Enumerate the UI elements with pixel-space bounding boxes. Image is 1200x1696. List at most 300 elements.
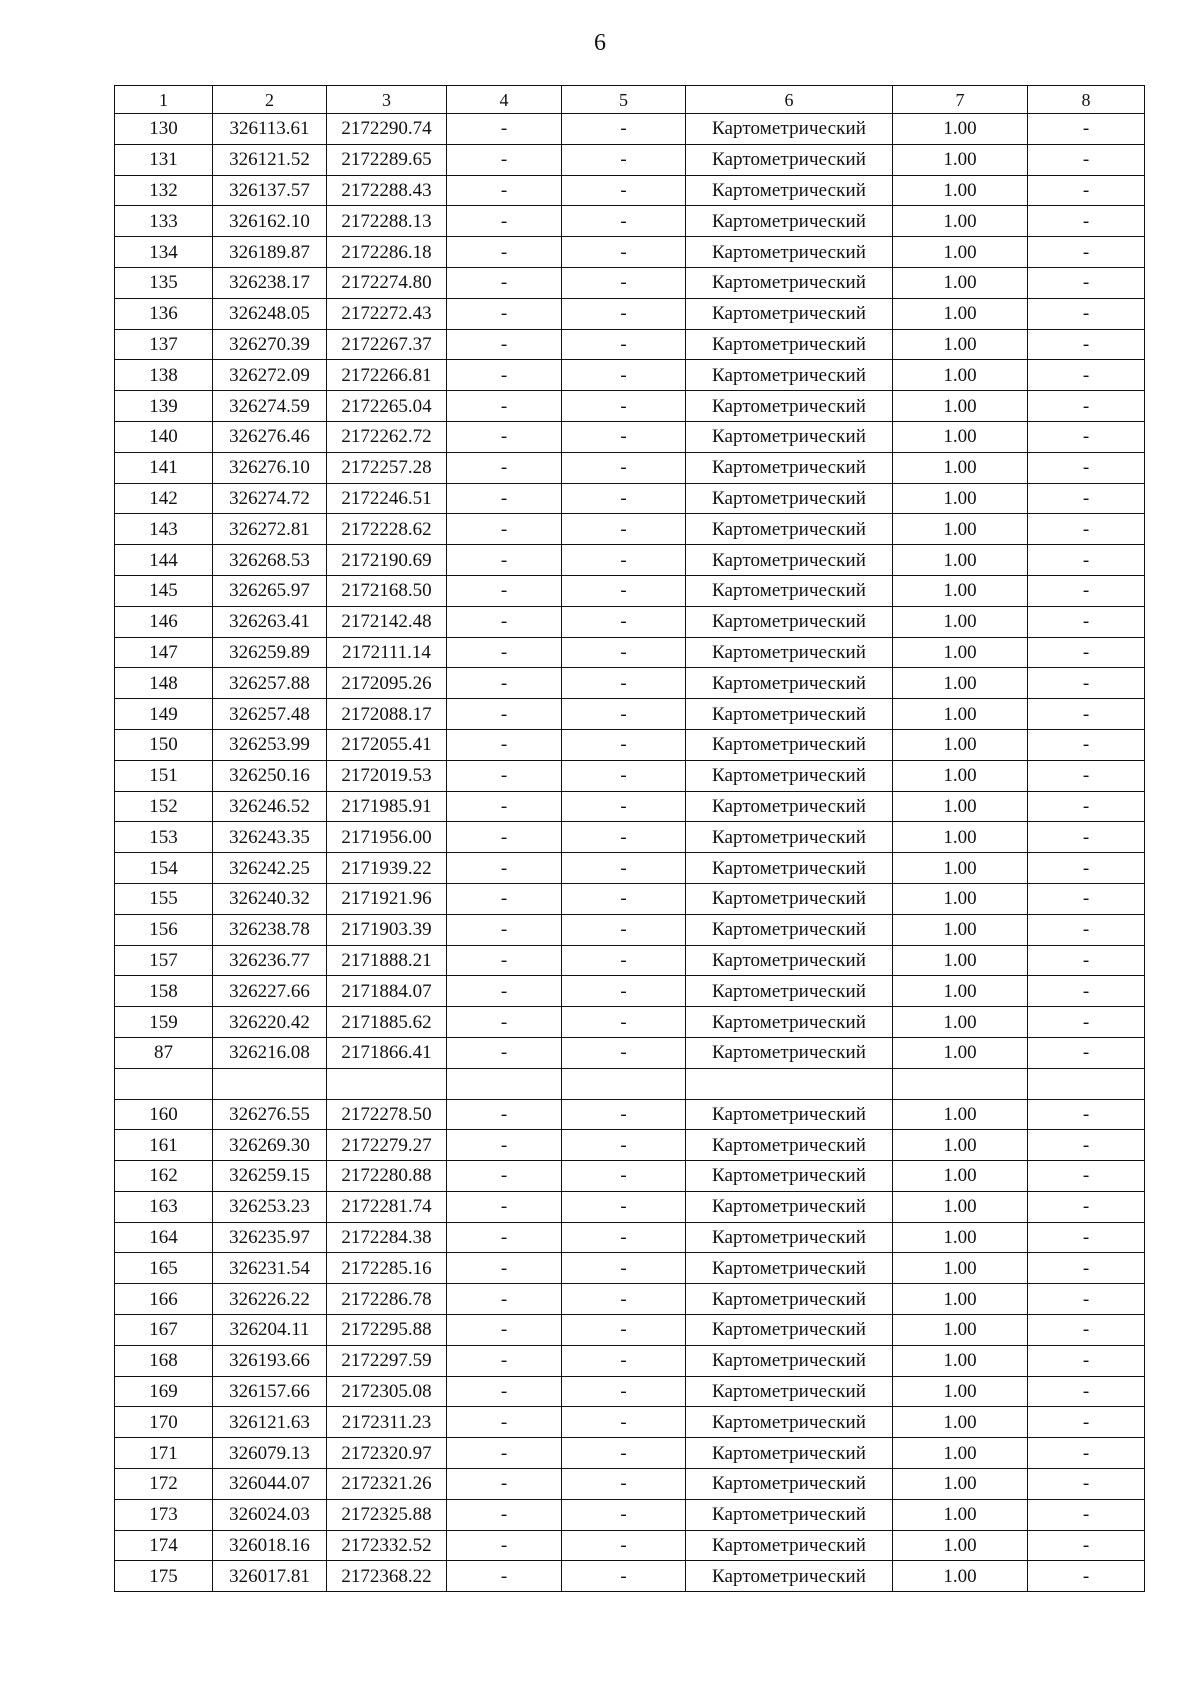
table-row (115, 1161, 1145, 1192)
point-number-cell: 141 (115, 452, 213, 483)
header-col-7: 7 (893, 86, 1028, 114)
col-8-cell: - (1028, 1469, 1145, 1500)
y-coordinate-cell: 2172246.51 (327, 483, 447, 514)
point-number-cell: 134 (115, 237, 213, 268)
table-row (115, 575, 1145, 606)
point-number-cell: 147 (115, 637, 213, 668)
method-cell: Картометрический (686, 883, 893, 914)
table-row (115, 883, 1145, 914)
y-coordinate-cell: 2171888.21 (327, 945, 447, 976)
col-4-cell: - (447, 391, 562, 422)
x-coordinate-cell: 326079.13 (213, 1438, 327, 1469)
col-4-cell: - (447, 606, 562, 637)
accuracy-cell: 1.00 (893, 360, 1028, 391)
col-4-cell: - (447, 175, 562, 206)
table-row (115, 1499, 1145, 1530)
point-number-cell: 173 (115, 1499, 213, 1530)
table-row (115, 945, 1145, 976)
point-number-cell: 154 (115, 853, 213, 884)
accuracy-cell: 1.00 (893, 575, 1028, 606)
col-4-cell: - (447, 1191, 562, 1222)
accuracy-cell: 1.00 (893, 144, 1028, 175)
table-row (115, 514, 1145, 545)
table-row (115, 360, 1145, 391)
accuracy-cell: 1.00 (893, 545, 1028, 576)
x-coordinate-cell: 326220.42 (213, 1007, 327, 1038)
y-coordinate-cell: 2172228.62 (327, 514, 447, 545)
col-8-cell: - (1028, 1253, 1145, 1284)
table-row (115, 1007, 1145, 1038)
method-cell: Картометрический (686, 144, 893, 175)
col-5-cell: - (562, 1284, 686, 1315)
table-row (115, 822, 1145, 853)
col-4-cell: - (447, 1161, 562, 1192)
col-5-cell: - (562, 729, 686, 760)
col-4-cell: - (447, 421, 562, 452)
col-8-cell: - (1028, 637, 1145, 668)
col-8-cell: - (1028, 1007, 1145, 1038)
point-number-cell: 143 (115, 514, 213, 545)
col-8-cell: - (1028, 545, 1145, 576)
col-8-cell: - (1028, 514, 1145, 545)
table-row (115, 421, 1145, 452)
x-coordinate-cell: 326044.07 (213, 1469, 327, 1500)
method-cell: Картометрический (686, 1315, 893, 1346)
col-8-cell: - (1028, 175, 1145, 206)
x-coordinate-cell: 326272.81 (213, 514, 327, 545)
x-coordinate-cell: 326235.97 (213, 1222, 327, 1253)
col-8-cell: - (1028, 1315, 1145, 1346)
y-coordinate-cell: 2171885.62 (327, 1007, 447, 1038)
point-number-cell: 146 (115, 606, 213, 637)
x-coordinate-cell: 326248.05 (213, 298, 327, 329)
col-4-cell: - (447, 483, 562, 514)
point-number-cell: 138 (115, 360, 213, 391)
col-4-cell: - (447, 853, 562, 884)
y-coordinate-cell: 2171921.96 (327, 883, 447, 914)
col-4-cell: - (447, 637, 562, 668)
col-5-cell: - (562, 452, 686, 483)
table-row (115, 1561, 1145, 1592)
method-cell: Картометрический (686, 729, 893, 760)
table-row (115, 914, 1145, 945)
coordinates-table (114, 85, 1145, 1592)
point-number-cell: 172 (115, 1469, 213, 1500)
y-coordinate-cell: 2172274.80 (327, 267, 447, 298)
col-8-cell: - (1028, 1530, 1145, 1561)
point-number-cell: 162 (115, 1161, 213, 1192)
x-coordinate-cell: 326268.53 (213, 545, 327, 576)
table-row (115, 637, 1145, 668)
y-coordinate-cell: 2171956.00 (327, 822, 447, 853)
accuracy-cell: 1.00 (893, 883, 1028, 914)
point-number-cell: 170 (115, 1407, 213, 1438)
point-number-cell: 153 (115, 822, 213, 853)
method-cell: Картометрический (686, 267, 893, 298)
table-row (115, 1376, 1145, 1407)
col-4-cell: - (447, 1438, 562, 1469)
table-row (115, 206, 1145, 237)
method-cell: Картометрический (686, 1161, 893, 1192)
x-coordinate-cell: 326121.63 (213, 1407, 327, 1438)
table-row (115, 1191, 1145, 1222)
col-5-cell: - (562, 1530, 686, 1561)
y-coordinate-cell: 2172088.17 (327, 699, 447, 730)
y-coordinate-cell: 2172190.69 (327, 545, 447, 576)
table-row (115, 298, 1145, 329)
y-coordinate-cell: 2172266.81 (327, 360, 447, 391)
col-4-cell: - (447, 1253, 562, 1284)
accuracy-cell: 1.00 (893, 822, 1028, 853)
accuracy-cell: 1.00 (893, 1253, 1028, 1284)
y-coordinate-cell: 2172290.74 (327, 114, 447, 145)
col-5-cell: - (562, 637, 686, 668)
accuracy-cell: 1.00 (893, 114, 1028, 145)
header-col-6: 6 (686, 86, 893, 114)
accuracy-cell: 1.00 (893, 483, 1028, 514)
accuracy-cell: 1.00 (893, 1407, 1028, 1438)
x-coordinate-cell (213, 1068, 327, 1099)
col-5-cell: - (562, 1499, 686, 1530)
y-coordinate-cell: 2172286.78 (327, 1284, 447, 1315)
y-coordinate-cell: 2172305.08 (327, 1376, 447, 1407)
col-8-cell: - (1028, 483, 1145, 514)
col-8-cell: - (1028, 391, 1145, 422)
y-coordinate-cell: 2171985.91 (327, 791, 447, 822)
accuracy-cell: 1.00 (893, 391, 1028, 422)
y-coordinate-cell: 2171903.39 (327, 914, 447, 945)
y-coordinate-cell: 2172095.26 (327, 668, 447, 699)
col-8-cell: - (1028, 1130, 1145, 1161)
col-5-cell: - (562, 575, 686, 606)
table-row (115, 606, 1145, 637)
point-number-cell: 150 (115, 729, 213, 760)
method-cell (686, 1068, 893, 1099)
header-col-4: 4 (447, 86, 562, 114)
col-8-cell: - (1028, 1191, 1145, 1222)
x-coordinate-cell: 326253.23 (213, 1191, 327, 1222)
col-8-cell: - (1028, 575, 1145, 606)
col-5-cell: - (562, 1191, 686, 1222)
x-coordinate-cell: 326157.66 (213, 1376, 327, 1407)
col-5-cell: - (562, 175, 686, 206)
x-coordinate-cell: 326269.30 (213, 1130, 327, 1161)
y-coordinate-cell: 2172019.53 (327, 760, 447, 791)
accuracy-cell: 1.00 (893, 237, 1028, 268)
method-cell: Картометрический (686, 175, 893, 206)
point-number-cell: 167 (115, 1315, 213, 1346)
x-coordinate-cell: 326270.39 (213, 329, 327, 360)
y-coordinate-cell: 2172111.14 (327, 637, 447, 668)
method-cell: Картометрический (686, 760, 893, 791)
x-coordinate-cell: 326265.97 (213, 575, 327, 606)
col-4-cell: - (447, 883, 562, 914)
point-number-cell: 131 (115, 144, 213, 175)
point-number-cell: 168 (115, 1345, 213, 1376)
col-5-cell: - (562, 483, 686, 514)
x-coordinate-cell: 326017.81 (213, 1561, 327, 1592)
col-4-cell: - (447, 1315, 562, 1346)
accuracy-cell: 1.00 (893, 1561, 1028, 1592)
method-cell: Картометрический (686, 237, 893, 268)
method-cell: Картометрический (686, 1407, 893, 1438)
x-coordinate-cell: 326236.77 (213, 945, 327, 976)
method-cell: Картометрический (686, 114, 893, 145)
point-number-cell: 87 (115, 1037, 213, 1068)
col-5-cell: - (562, 360, 686, 391)
col-4-cell: - (447, 914, 562, 945)
x-coordinate-cell: 326162.10 (213, 206, 327, 237)
x-coordinate-cell: 326242.25 (213, 853, 327, 884)
accuracy-cell: 1.00 (893, 1499, 1028, 1530)
col-4-cell: - (447, 1099, 562, 1130)
col-8-cell: - (1028, 1438, 1145, 1469)
method-cell: Картометрический (686, 298, 893, 329)
col-4-cell: - (447, 791, 562, 822)
method-cell: Картометрический (686, 822, 893, 853)
col-4-cell: - (447, 114, 562, 145)
accuracy-cell: 1.00 (893, 729, 1028, 760)
col-4-cell: - (447, 1499, 562, 1530)
col-5-cell: - (562, 853, 686, 884)
method-cell: Картометрический (686, 329, 893, 360)
x-coordinate-cell: 326272.09 (213, 360, 327, 391)
point-number-cell: 171 (115, 1438, 213, 1469)
y-coordinate-cell: 2172168.50 (327, 575, 447, 606)
point-number-cell: 133 (115, 206, 213, 237)
point-number-cell: 163 (115, 1191, 213, 1222)
y-coordinate-cell: 2171884.07 (327, 976, 447, 1007)
method-cell: Картометрический (686, 1438, 893, 1469)
point-number-cell: 130 (115, 114, 213, 145)
method-cell: Картометрический (686, 545, 893, 576)
x-coordinate-cell: 326137.57 (213, 175, 327, 206)
col-8-cell: - (1028, 760, 1145, 791)
table-row (115, 1222, 1145, 1253)
table-row (115, 976, 1145, 1007)
point-number-cell (115, 1068, 213, 1099)
point-number-cell: 159 (115, 1007, 213, 1038)
table-row (115, 699, 1145, 730)
x-coordinate-cell: 326259.89 (213, 637, 327, 668)
col-8-cell: - (1028, 114, 1145, 145)
col-8-cell: - (1028, 329, 1145, 360)
col-4-cell: - (447, 545, 562, 576)
accuracy-cell: 1.00 (893, 699, 1028, 730)
header-col-1: 1 (115, 86, 213, 114)
x-coordinate-cell: 326246.52 (213, 791, 327, 822)
y-coordinate-cell: 2172286.18 (327, 237, 447, 268)
accuracy-cell: 1.00 (893, 1191, 1028, 1222)
table-row (115, 1438, 1145, 1469)
method-cell: Картометрический (686, 452, 893, 483)
accuracy-cell: 1.00 (893, 1315, 1028, 1346)
y-coordinate-cell: 2172321.26 (327, 1469, 447, 1500)
accuracy-cell: 1.00 (893, 1376, 1028, 1407)
accuracy-cell: 1.00 (893, 791, 1028, 822)
col-4-cell: - (447, 1130, 562, 1161)
table-row (115, 668, 1145, 699)
y-coordinate-cell: 2172289.65 (327, 144, 447, 175)
accuracy-cell: 1.00 (893, 1345, 1028, 1376)
col-8-cell: - (1028, 976, 1145, 1007)
method-cell: Картометрический (686, 668, 893, 699)
col-4-cell: - (447, 945, 562, 976)
col-5-cell: - (562, 883, 686, 914)
method-cell: Картометрический (686, 606, 893, 637)
table-row (115, 1099, 1145, 1130)
point-number-cell: 148 (115, 668, 213, 699)
col-5-cell: - (562, 1007, 686, 1038)
col-5-cell: - (562, 1469, 686, 1500)
col-5-cell: - (562, 206, 686, 237)
point-number-cell: 136 (115, 298, 213, 329)
col-4-cell: - (447, 1561, 562, 1592)
table-row (115, 329, 1145, 360)
x-coordinate-cell: 326226.22 (213, 1284, 327, 1315)
col-8-cell: - (1028, 606, 1145, 637)
col-5-cell: - (562, 945, 686, 976)
col-4-cell (447, 1068, 562, 1099)
x-coordinate-cell: 326238.78 (213, 914, 327, 945)
table-row (115, 1315, 1145, 1346)
col-8-cell: - (1028, 1345, 1145, 1376)
method-cell: Картометрический (686, 1345, 893, 1376)
col-5-cell: - (562, 391, 686, 422)
method-cell: Картометрический (686, 1130, 893, 1161)
col-4-cell: - (447, 1376, 562, 1407)
accuracy-cell (893, 1068, 1028, 1099)
col-8-cell: - (1028, 421, 1145, 452)
col-8-cell: - (1028, 729, 1145, 760)
point-number-cell: 169 (115, 1376, 213, 1407)
col-4-cell: - (447, 729, 562, 760)
x-coordinate-cell: 326240.32 (213, 883, 327, 914)
col-5-cell: - (562, 1438, 686, 1469)
point-number-cell: 160 (115, 1099, 213, 1130)
x-coordinate-cell: 326204.11 (213, 1315, 327, 1346)
col-5-cell: - (562, 329, 686, 360)
x-coordinate-cell: 326216.08 (213, 1037, 327, 1068)
y-coordinate-cell: 2172257.28 (327, 452, 447, 483)
accuracy-cell: 1.00 (893, 1530, 1028, 1561)
col-4-cell: - (447, 1007, 562, 1038)
point-number-cell: 144 (115, 545, 213, 576)
col-8-cell: - (1028, 144, 1145, 175)
col-8-cell: - (1028, 1037, 1145, 1068)
col-5-cell: - (562, 1130, 686, 1161)
accuracy-cell: 1.00 (893, 1130, 1028, 1161)
method-cell: Картометрический (686, 637, 893, 668)
method-cell: Картометрический (686, 945, 893, 976)
col-8-cell: - (1028, 298, 1145, 329)
col-5-cell: - (562, 760, 686, 791)
col-4-cell: - (447, 237, 562, 268)
col-4-cell: - (447, 206, 562, 237)
header-col-8: 8 (1028, 86, 1145, 114)
col-8-cell: - (1028, 1099, 1145, 1130)
col-4-cell: - (447, 514, 562, 545)
point-number-cell: 137 (115, 329, 213, 360)
col-8-cell (1028, 1068, 1145, 1099)
col-4-cell: - (447, 575, 562, 606)
col-8-cell: - (1028, 206, 1145, 237)
col-4-cell: - (447, 267, 562, 298)
point-number-cell: 164 (115, 1222, 213, 1253)
col-8-cell: - (1028, 237, 1145, 268)
table-body (115, 114, 1145, 1592)
col-5-cell: - (562, 699, 686, 730)
y-coordinate-cell: 2172332.52 (327, 1530, 447, 1561)
col-5-cell: - (562, 1561, 686, 1592)
point-number-cell: 165 (115, 1253, 213, 1284)
accuracy-cell: 1.00 (893, 1099, 1028, 1130)
table-row (115, 114, 1145, 145)
x-coordinate-cell: 326263.41 (213, 606, 327, 637)
y-coordinate-cell: 2172297.59 (327, 1345, 447, 1376)
table-row (115, 1253, 1145, 1284)
col-5-cell: - (562, 1315, 686, 1346)
col-4-cell: - (447, 1407, 562, 1438)
method-cell: Картометрический (686, 360, 893, 391)
col-5-cell: - (562, 1161, 686, 1192)
table-row (115, 760, 1145, 791)
accuracy-cell: 1.00 (893, 452, 1028, 483)
col-8-cell: - (1028, 853, 1145, 884)
accuracy-cell: 1.00 (893, 206, 1028, 237)
col-5-cell: - (562, 267, 686, 298)
header-col-2: 2 (213, 86, 327, 114)
table-row (115, 1407, 1145, 1438)
method-cell: Картометрический (686, 1007, 893, 1038)
method-cell: Картометрический (686, 1284, 893, 1315)
table-row (115, 729, 1145, 760)
col-4-cell: - (447, 822, 562, 853)
col-8-cell: - (1028, 822, 1145, 853)
col-5-cell: - (562, 914, 686, 945)
accuracy-cell: 1.00 (893, 1222, 1028, 1253)
y-coordinate-cell: 2172142.48 (327, 606, 447, 637)
point-number-cell: 161 (115, 1130, 213, 1161)
accuracy-cell: 1.00 (893, 1037, 1028, 1068)
table-row (115, 1469, 1145, 1500)
col-5-cell: - (562, 606, 686, 637)
point-number-cell: 152 (115, 791, 213, 822)
table-row (115, 1284, 1145, 1315)
header-col-3: 3 (327, 86, 447, 114)
x-coordinate-cell: 326274.59 (213, 391, 327, 422)
col-8-cell: - (1028, 452, 1145, 483)
col-8-cell: - (1028, 1284, 1145, 1315)
col-8-cell: - (1028, 360, 1145, 391)
point-number-cell: 132 (115, 175, 213, 206)
y-coordinate-cell: 2172278.50 (327, 1099, 447, 1130)
col-5-cell: - (562, 791, 686, 822)
col-4-cell: - (447, 144, 562, 175)
method-cell: Картометрический (686, 976, 893, 1007)
table-row (115, 1530, 1145, 1561)
accuracy-cell: 1.00 (893, 1284, 1028, 1315)
y-coordinate-cell: 2172267.37 (327, 329, 447, 360)
col-5-cell: - (562, 298, 686, 329)
x-coordinate-cell: 326276.46 (213, 421, 327, 452)
y-coordinate-cell: 2172288.13 (327, 206, 447, 237)
y-coordinate-cell: 2172311.23 (327, 1407, 447, 1438)
point-number-cell: 155 (115, 883, 213, 914)
point-number-cell: 174 (115, 1530, 213, 1561)
accuracy-cell: 1.00 (893, 1469, 1028, 1500)
col-5-cell: - (562, 1099, 686, 1130)
